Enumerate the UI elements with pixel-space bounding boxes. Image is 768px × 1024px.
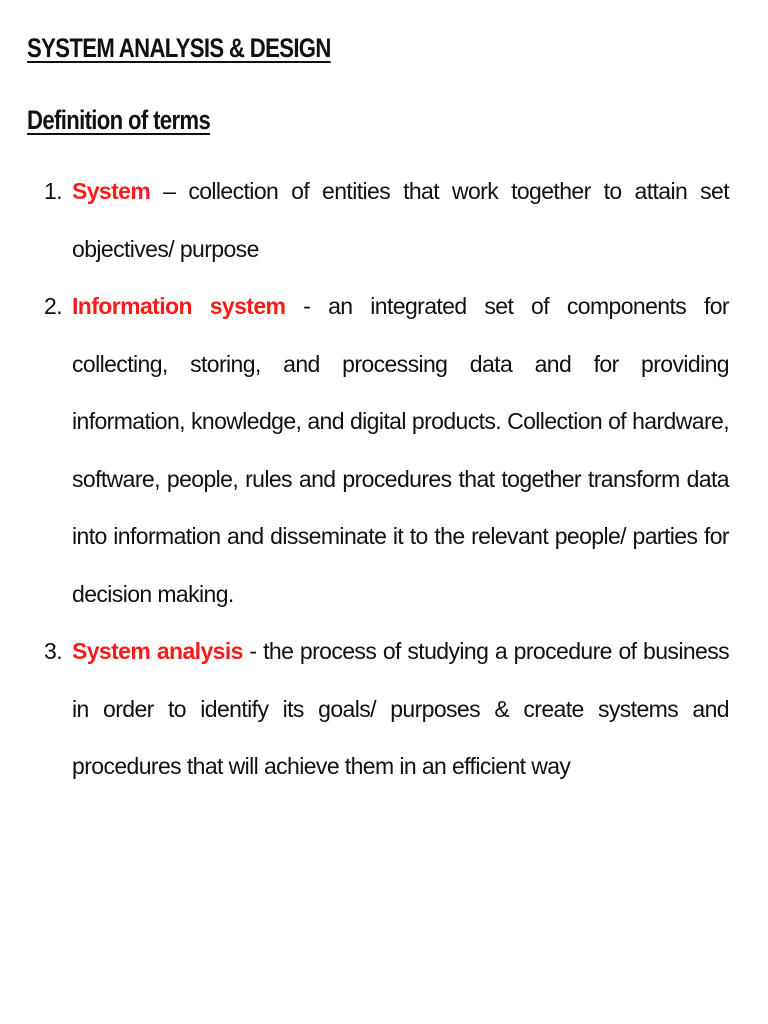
document-title: SYSTEM ANALYSIS & DESIGN [27,33,331,63]
definition-item-system [44,163,729,278]
definition-item-information-system [44,278,729,623]
term-separator: – [150,178,189,204]
item-number: 3. [44,638,62,664]
item-number: 1. [44,178,62,204]
definition-item-system-analysis [44,623,729,796]
term-name: System analysis [72,638,243,664]
term-name: System [72,178,151,204]
term-separator: - [285,293,329,319]
definitions-list [44,163,729,796]
term-definition: an integrated set of components for collecting, storing, and processing data and for providing information, knowledge, and digital products. Collection of hardware, software, people, rules and procedures that together transform data into information and disseminate it to the relevant people/ parties for decision making. [72,293,729,607]
term-definition: the process of studying a procedure of business in order to identify its goals/ purposes & create systems and procedures that will achieve them in an efficient way [72,638,730,779]
section-heading: Definition of terms [27,105,211,135]
term-separator: - [242,638,264,664]
term-name: Information system [72,293,286,319]
term-definition: collection of entities that work together to attain set objectives/ purpose [72,178,729,262]
item-number: 2. [44,293,62,319]
